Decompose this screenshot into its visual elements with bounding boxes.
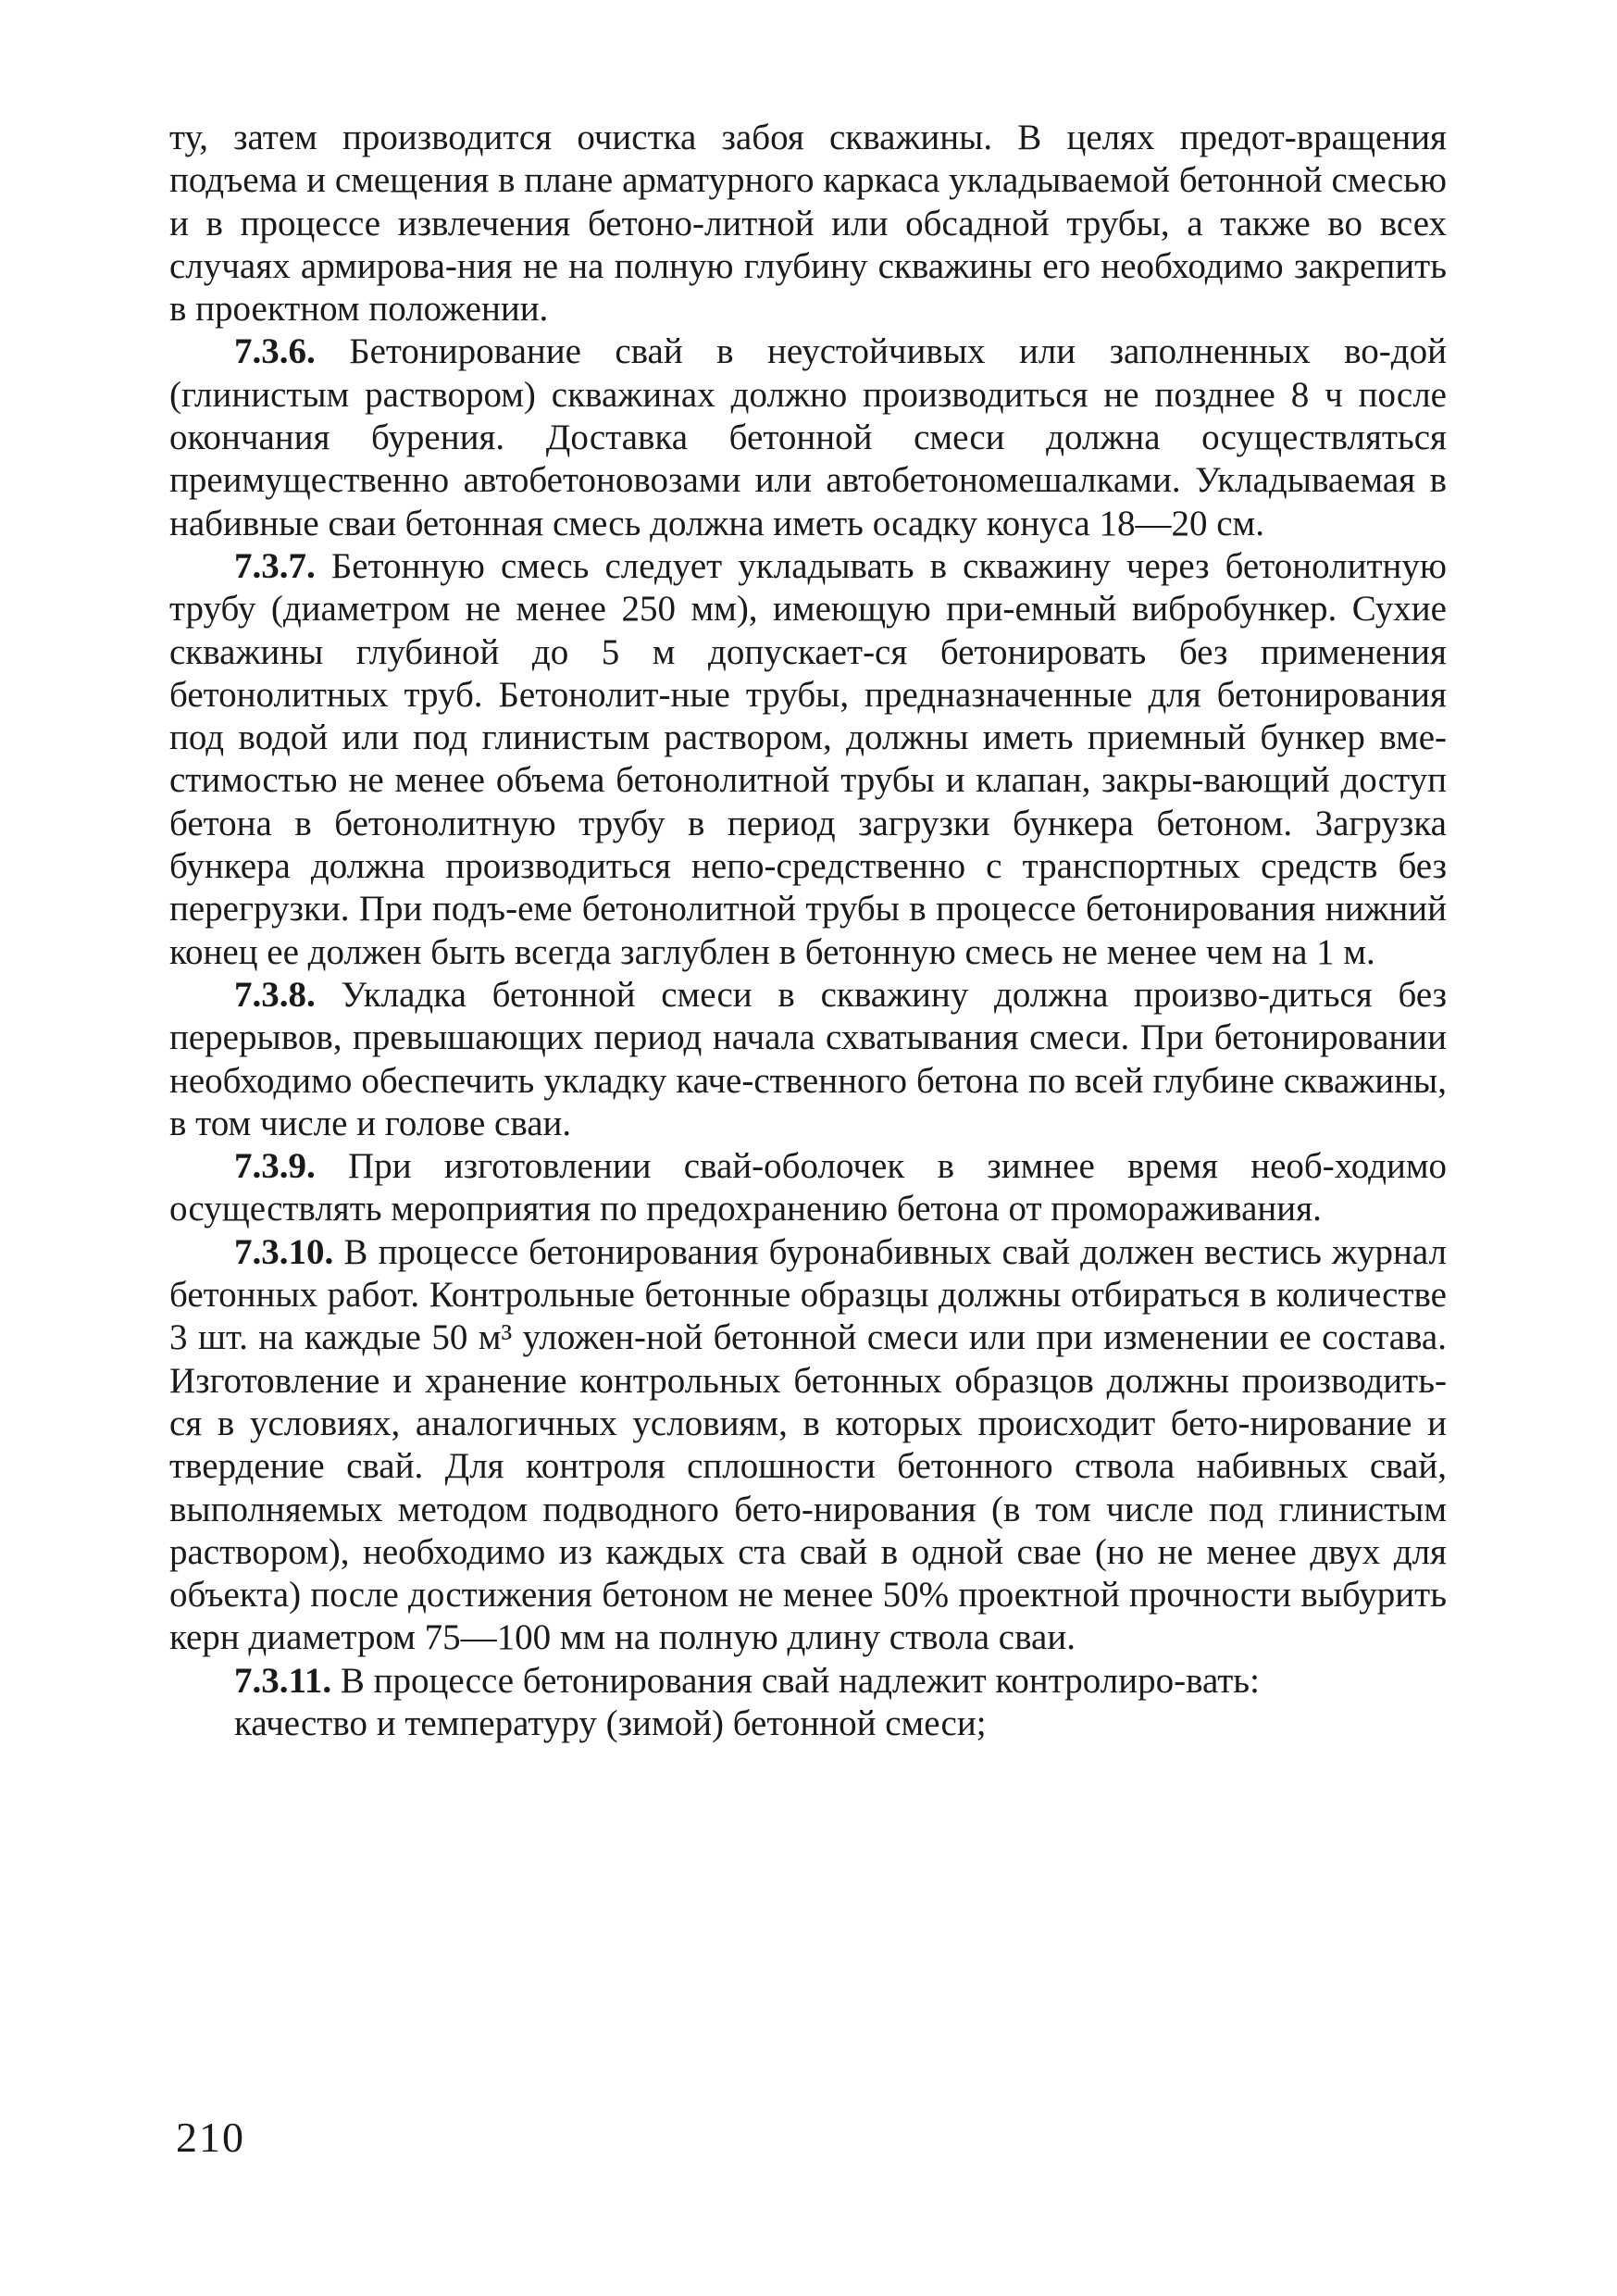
clause-text: В процессе бетонирования свай надлежит контролиро-вать: (340, 1660, 1260, 1701)
intro-paragraph: ту, затем производится очистка забоя скважины. В целях предот-вращения подъема и смещения в плане арматурного каркаса укладываемой бетонной смесью и в процессе извлечения бетоно-литной или обсадной трубы, а также во всех случаях армирова-ния не на полную глубину скважины его необходимо закрепить в проектном положении. (169, 118, 1447, 330)
list-item: качество и температуру (зимой) бетонной смеси; (234, 1703, 987, 1743)
clause-text: При изготовлении свай-оболочек в зимнее время необ-ходимо осуществлять мероприятия по предохранению бетона от промораживания. (169, 1146, 1447, 1229)
clause-number: 7.3.6. (234, 331, 316, 372)
clause-number: 7.3.8. (234, 974, 316, 1015)
clause-7-3-11 (169, 1660, 1447, 1703)
clause-7-3-9 (169, 1145, 1447, 1231)
page-body (169, 117, 1447, 1745)
page-number: 210 (176, 2114, 245, 2161)
clause-number: 7.3.10. (234, 1231, 334, 1272)
clause-number: 7.3.9. (234, 1146, 316, 1187)
clause-7-3-6 (169, 331, 1447, 544)
clause-number: 7.3.7. (234, 545, 316, 586)
clause-number: 7.3.11. (234, 1660, 332, 1701)
clause-7-3-7 (169, 545, 1447, 974)
clause-text: Бетонную смесь следует укладывать в скважину через бетонолитную трубу (диаметром не менее 250 мм), имеющую при-емный вибробункер. Сухие скважины глубиной до 5 м допускает-ся бетонировать без применения бетонолитных труб. Бетонолит-ные трубы, предназначенные для бетонирования под водой или под глинистым раствором, должны иметь приемный бункер вме-стимостью не менее объема бетонолитной трубы и клапан, закры-вающий доступ бетона в бетонолитную трубу в период загрузки бункера бетоном. Загрузка бункера должна производиться непо-средственно с транспортных средств без перегрузки. При подъ-еме бетонолитной трубы в процессе бетонирования нижний конец ее должен быть всегда заглублен в бетонную смесь не менее чем на 1 м. (169, 545, 1447, 972)
clause-7-3-10 (169, 1231, 1447, 1660)
clause-text: В процессе бетонирования буронабивных свай должен вестись журнал бетонных работ. Контрольные бетонные образцы должны отбираться в количестве 3 шт. на каждые 50 м³ уложен-ной бетонной смеси или при изменении ее состава. Изготовление и хранение контрольных бетонных образцов должны производить-ся в условиях, аналогичных условиям, в которых происходит бето-нирование и твердение свай. Для контроля сплошности бетонного ствола набивных свай, выполняемых методом подводного бето-нирования (в том числе под глинистым раствором), необходимо из каждых ста свай в одной свае (но не менее двух для объекта) после достижения бетоном не менее 50% проектной прочности выбурить керн диаметром 75—100 мм на полную длину ствола сваи. (169, 1231, 1447, 1658)
clause-text: Укладка бетонной смеси в скважину должна произво-диться без перерывов, превышающих период начала схватывания смеси. При бетонировании необходимо обеспечить укладку каче-ственного бетона по всей глубине скважины, в том числе и голове сваи. (169, 974, 1448, 1143)
clause-7-3-8 (169, 974, 1447, 1145)
clause-text: Бетонирование свай в неустойчивых или заполненных во-дой (глинистым раствором) скважинах должно производиться не позднее 8 ч после окончания бурения. Доставка бетонной смеси должна осуществляться преимущественно автобетоновозами или автобетономешалками. Укладываемая в набивные сваи бетонная смесь должна иметь осадку конуса 18—20 см. (169, 331, 1448, 543)
